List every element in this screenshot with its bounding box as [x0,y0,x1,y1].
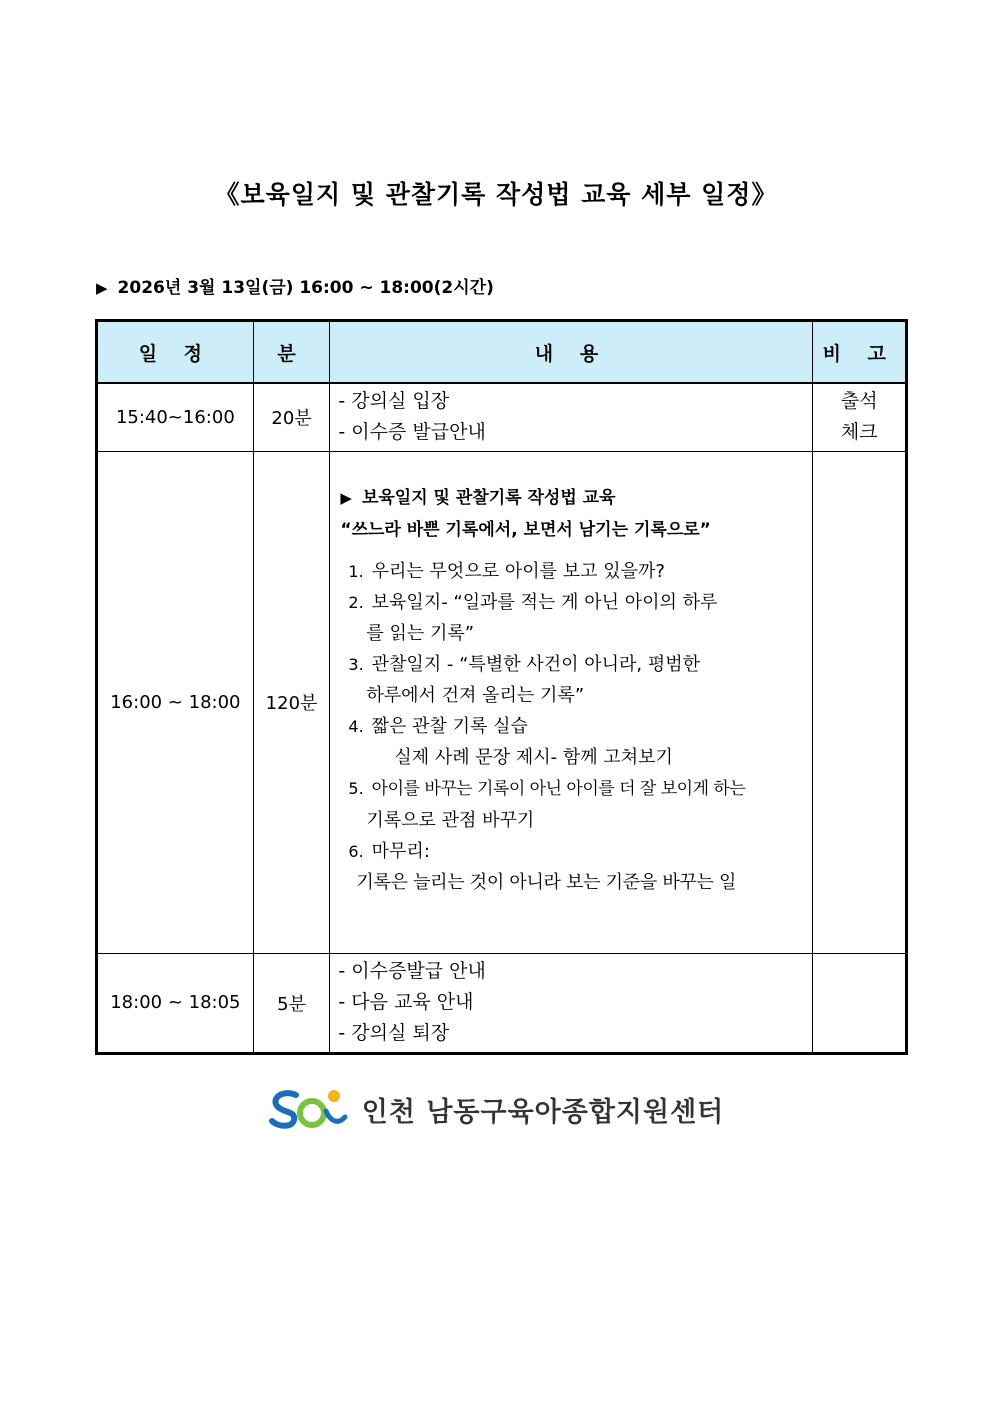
organization-name: 인천 남동구육아종합지원센터 [361,1096,725,1128]
table-row [97,953,907,1053]
schedule-table [95,319,908,1055]
triangle-bullet-icon: ▶ [96,279,108,297]
table-header-row [97,321,907,384]
row-content [330,451,813,953]
header-content: 내 용 [330,321,813,384]
content-line: - 다음 교육 안내 [338,991,474,1013]
row-content [330,953,813,1053]
row-time: 18:00 ~ 18:05 [97,953,254,1053]
row-time: 15:40~16:00 [97,383,254,451]
event-date-text: 2026년 3월 13일(금) 16:00 ~ 18:00(2시간) [117,278,494,298]
list-item: 2. 보육일지- “일과를 적는 게 아닌 아이의 하루 [348,591,718,613]
list-item: 5. 아이를 바꾸는 기록이 아닌 아이를 더 잘 보이게 하는 [348,778,746,799]
list-item: 1. 우리는 무엇으로 아이를 보고 있을까? [348,560,665,582]
session-heading-text: 보육일지 및 관찰기록 작성법 교육 [361,487,616,508]
header-note: 비 고 [813,321,907,384]
note-line: 출석 [840,390,878,413]
triangle-bullet-icon: ▶ [340,488,352,507]
list-item-continuation: 실제 사례 문장 제시- 함께 고쳐보기 [394,746,673,768]
row-note [813,383,907,451]
list-item: 4. 짧은 관찰 기록 실습 [348,715,528,737]
content-line: - 이수증 발급안내 [338,421,486,444]
session-heading [340,482,804,514]
footer [0,1087,992,1131]
list-item-continuation: 하루에서 건져 올리는 기록” [366,684,585,706]
center-logo-icon [268,1087,348,1131]
row-content [330,383,813,451]
list-item: 3. 관찰일지 - “특별한 사건이 아니라, 평범한 [348,653,701,675]
content-line: - 강의실 퇴장 [338,1022,450,1044]
list-item-continuation: 를 읽는 기록” [366,622,475,644]
session-quote: “쓰느라 바쁜 기록에서, 보면서 남기는 기록으로” [340,519,711,540]
table-row [97,451,907,953]
document-title: 《보육일지 및 관찰기록 작성법 교육 세부 일정》 [214,180,778,209]
row-time: 16:00 ~ 18:00 [97,451,254,953]
content-line: - 이수증발급 안내 [338,960,486,982]
list-item: 6. 마무리: [348,840,430,862]
row-minutes: 120분 [253,451,330,953]
content-line: - 강의실 입장 [338,390,450,413]
list-item-continuation: 기록은 늘리는 것이 아니라 보는 기준을 바꾸는 일 [356,871,737,893]
header-schedule: 일 정 [97,321,254,384]
session-items [340,556,804,898]
table-row [97,383,907,451]
event-date-line [96,273,494,298]
header-minutes: 분 [253,321,330,384]
row-minutes: 20분 [253,383,330,451]
row-note [813,953,907,1053]
list-item-continuation: 기록으로 관점 바꾸기 [366,809,535,831]
row-note [813,451,907,953]
note-line: 체크 [840,421,878,444]
row-minutes: 5분 [253,953,330,1053]
